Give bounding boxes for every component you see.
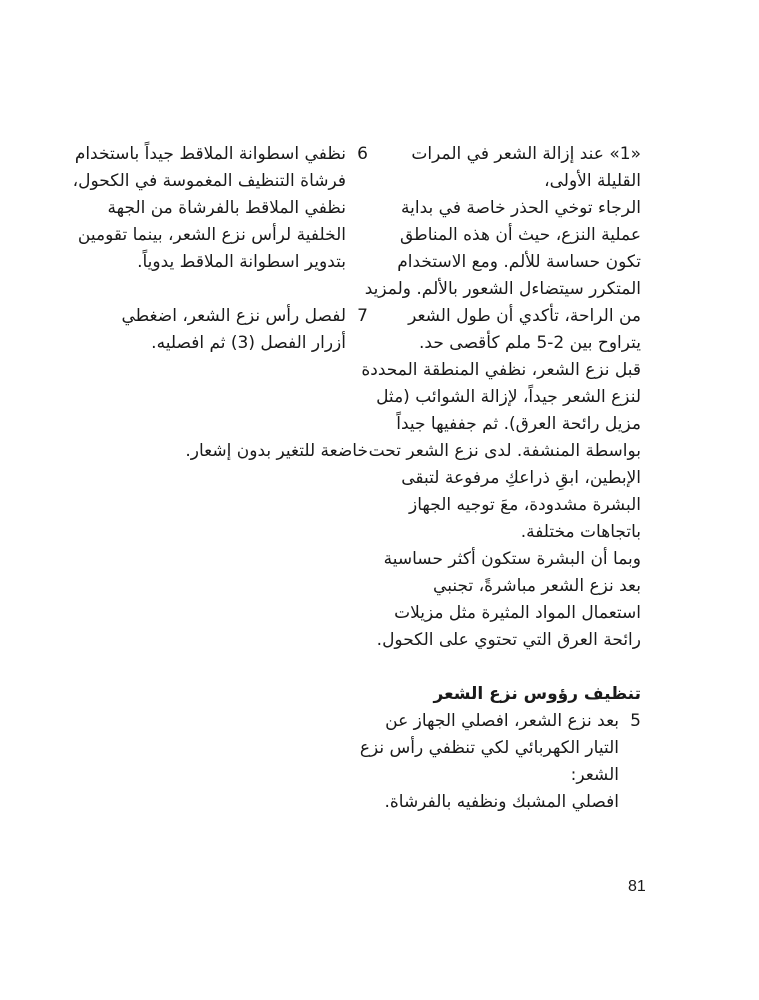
step-line: افصلي المشبك ونظفيه بالفرشاة. — [384, 792, 619, 812]
intro-line: من الراحة، تأكدي أن طول الشعر — [408, 306, 641, 326]
intro-line: استعمال المواد المثيرة مثل مزيلات — [394, 603, 641, 623]
intro-line: رائحة العرق التي تحتوي على الكحول. — [376, 630, 641, 650]
right-column — [359, 141, 641, 816]
step-line: التيار الكهربائي لكي تنظفي رأس نزع — [359, 738, 619, 758]
step-line: نظفي الملاقط بالفرشاة من الجهة — [107, 198, 346, 218]
step-line: لفصل رأس نزع الشعر، اضغطي — [121, 306, 346, 326]
intro-line: مزيل رائحة العرق). ثم جففيها جيداً — [396, 414, 641, 434]
intro-line: المتكرر سيتضاءل الشعور بالألم. ولمزيد — [364, 279, 641, 299]
step-body — [73, 141, 350, 276]
step-line: بعد نزع الشعر، افصلي الجهاز عن — [385, 711, 619, 731]
left-column — [72, 141, 368, 465]
intro-line: قبل نزع الشعر، نظفي المنطقة المحددة — [361, 360, 641, 380]
step-line: نظفي اسطوانة الملاقط جيداً باستخدام — [74, 144, 346, 164]
step-6 — [72, 141, 368, 276]
intro-line: باتجاهات مختلفة. — [520, 522, 641, 542]
step-line: بتدوير اسطوانة الملاقط يدوياً. — [137, 252, 346, 272]
intro-line: لنزع الشعر جيداً، لإزالة الشوائب (مثل — [376, 387, 641, 407]
step-7 — [78, 303, 368, 357]
spacer — [78, 411, 368, 438]
intro-line: بواسطة المنشفة. لدى نزع الشعر تحت — [368, 441, 641, 461]
step-number: 6 — [357, 144, 368, 164]
notice-text: خاضعة للتغير بدون إشعار. — [185, 441, 368, 461]
spacer — [381, 654, 641, 681]
step-5 — [359, 708, 641, 816]
page-number: 81 — [628, 878, 646, 895]
step-line: فرشاة التنظيف المغموسة في الكحول، — [72, 171, 346, 191]
intro-line: تكون حساسة للألم. ومع الاستخدام — [397, 252, 641, 272]
spacer — [78, 357, 368, 384]
intro-line: الإبطين، ابقِ ذراعكِ مرفوعة لتبقى — [401, 468, 641, 488]
step-number: 5 — [630, 711, 641, 731]
spacer — [78, 384, 368, 411]
step-body — [360, 708, 623, 816]
step-line: الشعر: — [570, 765, 619, 785]
spacer — [78, 276, 368, 303]
step-line: أزرار الفصل (3) ثم افصليه. — [151, 333, 346, 353]
intro-line: يتراوح بين 2-5 ملم كأقصى حد. — [419, 333, 641, 353]
step-number: 7 — [357, 306, 368, 326]
intro-line: الرجاء توخي الحذر خاصة في بداية — [401, 198, 641, 218]
step-line: الخلفية لرأس نزع الشعر، بينما تقومين — [77, 225, 346, 245]
intro-line: بعد نزع الشعر مباشرةً، تجنبي — [433, 576, 641, 596]
step-body — [78, 303, 350, 357]
intro-line: «1» عند إزالة الشعر في المرات — [411, 144, 641, 164]
section-heading: تنظيف رؤوس نزع الشعر — [433, 684, 641, 704]
intro-line: عملية النزع، حيث أن هذه المناطق — [400, 225, 641, 245]
intro-line: القليلة الأولى، — [544, 171, 641, 191]
intro-line: وبما أن البشرة ستكون أكثر حساسية — [383, 549, 641, 569]
intro-line: البشرة مشدودة، معَ توجيه الجهاز — [409, 495, 641, 515]
